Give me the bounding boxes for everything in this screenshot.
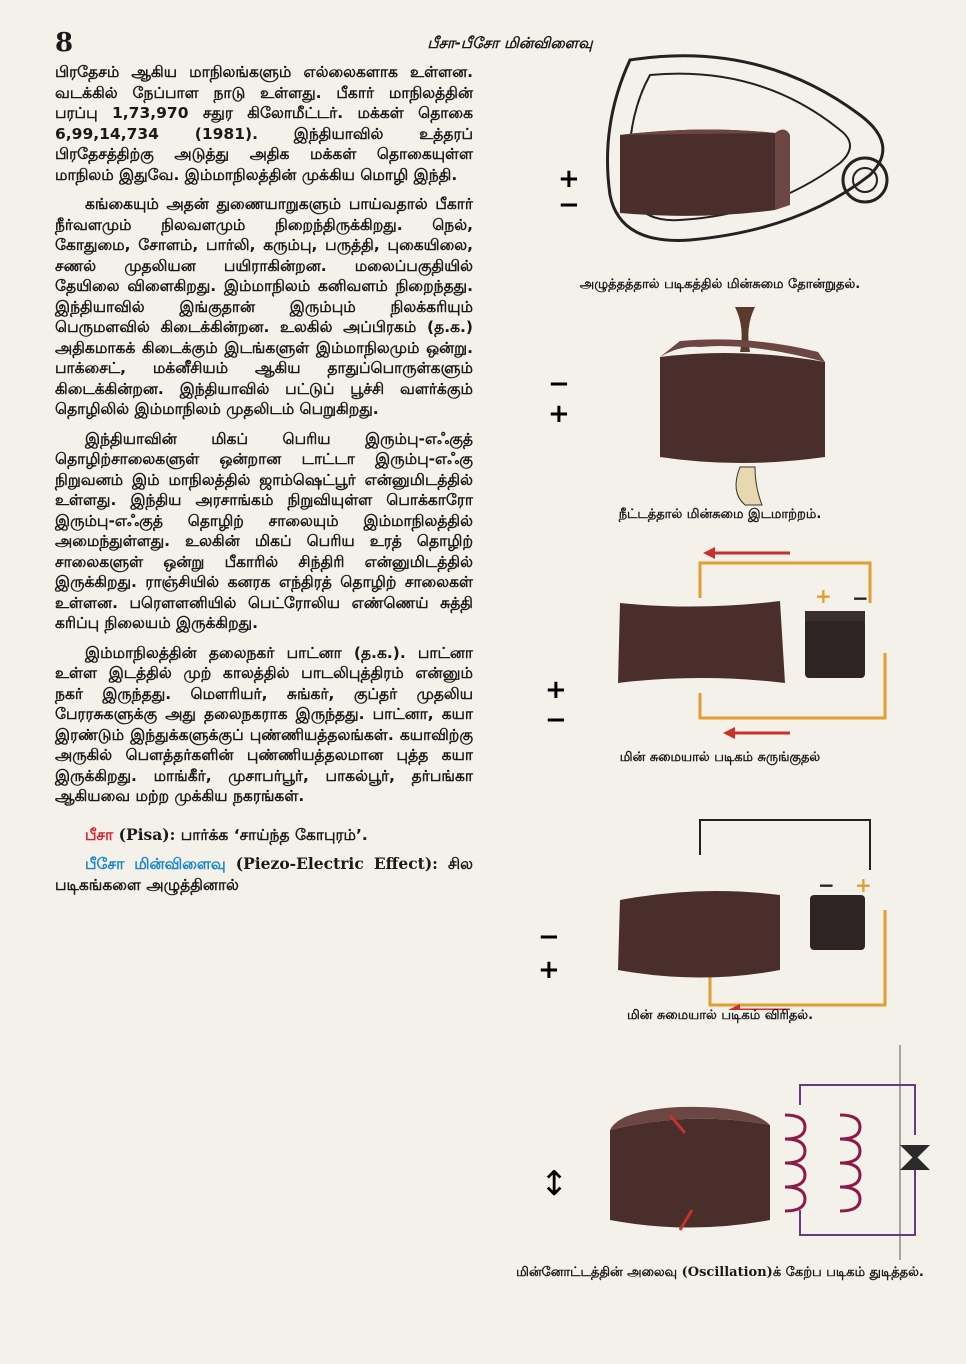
headword-piezo: பீசோ மின்விளைவு — [85, 855, 226, 873]
wire-top — [700, 563, 870, 603]
battery-sign-minus: − — [818, 873, 835, 897]
figure-contraction — [500, 543, 940, 743]
article-paragraph-3: இந்தியாவின் மிகப் பெரிய இரும்பு-எஃகுத் தொழிற்சாலைகளுள் ஒன்றான டாட்டா இரும்பு-எஃகு நிறுவனம் இம் மாநிலத்தில் ஜாம்ஷெட்பூர் என்னுமிடத்தில் உள்ளது. இந்திய அரசாங்கம் நிறுவியுள்ள பொக்காரோ இரும்பு-எஃகுத் தொழிற் சாலையும் இம்மாநிலத்தில் அமைந்துள்ளது. உலகின் மிகப் பெரிய உரத் தொழிற் சாலைகளுள் ஒன்று பீகாரில் சிந்திரி என்னுமிடத்தில் இருக்கிறது. ராஞ்சியில் கனரக எந்திரத் தொழிற் சாலைகள் உள்ளன. பரௌளனியில் பெட்ரோலிய எண்ணெய் சுத்தி கரிப்பு நிலையம் இருக்கிறது. — [55, 429, 473, 632]
sign-minus: − — [558, 190, 580, 220]
capacitor-bottom — [900, 1155, 930, 1170]
battery-sign-minus: − — [852, 586, 869, 610]
entry-text-pisa: பார்க்க ‘சாய்ந்த கோபுரம்’. — [180, 825, 368, 844]
figure-stretching — [500, 307, 940, 507]
arrow-head-top — [703, 547, 715, 559]
caption-oscillation — [500, 1265, 940, 1281]
caption-compression: அழுத்தத்தால் படிகத்தில் மின்சுமை தோன்றுதல். — [579, 277, 861, 292]
sign-minus: − — [545, 705, 567, 735]
crystal-block — [620, 129, 775, 215]
caption-oscillation-roman: (Oscillation) — [681, 1265, 773, 1280]
figure-column — [500, 45, 940, 1315]
bottom-grip — [736, 467, 762, 505]
sign-plus: + — [538, 955, 560, 985]
battery — [805, 618, 865, 678]
arrow-head-bottom — [723, 727, 735, 739]
entry-piezo — [55, 854, 473, 895]
battery — [810, 895, 865, 950]
wire-top — [700, 820, 870, 870]
figure-compression — [500, 45, 940, 260]
caption-stretching: நீட்டத்தால் மின்சுமை இடமாற்றம். — [618, 507, 822, 522]
entry-pisa — [55, 825, 473, 846]
battery-sign-plus: + — [815, 584, 832, 608]
article-paragraph-2: கங்கையும் அதன் துணையாறுகளும் பாய்வதால் பீகார் நீர்வளமும் நிலவளமும் நிறைந்திருக்கிறது. நெல், கோதுமை, சோளம், பார்லி, கரும்பு, பருத்தி, புகையிலை, சணல் முதலியன பயிராகின்றன. மலைப்பகுதியில் தேயிலை விளைகிறது. இம்மாநிலம் கனிவளம் நிறைந்தது. இந்தியாவில் இங்குதான் இரும்பும் நிலக்கரியும் பெருமளவில் கிடைக்கின்றன. உலகில் அப்பிரகம் (த.க.) அதிகமாகக் கிடைக்கும் இடங்களுள் இம்மாநிலமும் ஒன்று. பாக்சைட், மக்னீசியம் ஆகிய தாதுப்பொருள்களும் கிடைக்கின்றன. இந்தியாவில் பட்டுப் பூச்சி வளர்க்கும் தொழிலில் இம்மாநிலம் முதலிடம் பெறுகிறது. — [55, 195, 473, 418]
crystal-block — [618, 601, 785, 683]
sign-minus: − — [538, 922, 560, 952]
battery-top — [805, 611, 865, 621]
caption-contraction: மின் சுமையால் படிகம் சுருங்குதல் — [619, 750, 821, 765]
entry-text-piezo: சில படிகங்களை அழுத்தினால் — [55, 855, 473, 894]
headword-pisa: பீசா — [85, 825, 114, 844]
coil-right — [840, 1115, 860, 1211]
article-text-column — [55, 62, 473, 904]
caption-oscillation-part1: மின்னோட்டத்தின் அலைவு — [516, 1265, 678, 1280]
sign-minus: − — [548, 369, 570, 399]
crystal-block — [660, 353, 825, 463]
sign-plus: + — [548, 399, 570, 429]
caption-oscillation-part2: க் கேற்ப படிகம் துடித்தல். — [772, 1265, 924, 1280]
crystal-block — [618, 891, 780, 978]
caption-expansion: மின் சுமையால் படிகம் விரிதல். — [626, 1008, 814, 1023]
battery-sign-plus: + — [855, 873, 872, 897]
figure-expansion — [500, 800, 940, 1010]
oscillation-arrow-icon: ↕ — [540, 1164, 569, 1204]
gloss-piezo: (Piezo-Electric Effect): — [235, 854, 438, 873]
sign-plus: + — [558, 164, 580, 194]
circuit-top — [800, 1085, 915, 1135]
article-paragraph-4: இம்மாநிலத்தின் தலைநகர் பாட்னா (த.க.). பாட்னா உள்ள இடத்தில் முற் காலத்தில் பாடலிபுத்திரம் என்னும் நகர் இருந்தது. மௌரியர், சுங்கர், குப்தர் முதலிய பேரரசுகளுக்கு அது தலைநகராக இருந்தது. பாட்னா, கயா இரண்டும் இந்துக்களுக்குப் புண்ணியத்தலங்கள். கயாவிற்கு அருகில் பௌத்தர்களின் புண்ணியத்தலமான புத்த கயா இருக்கிறது. மாங்கீர், முசாபர்பூர், பாகல்பூர், தர்பங்கா ஆகியவை மற்ற முக்கிய நகரங்கள். — [55, 643, 473, 805]
sign-plus: + — [545, 675, 567, 705]
coil-left — [785, 1115, 805, 1211]
article-paragraph-1: பிரதேசம் ஆகிய மாநிலங்களும் எல்லைகளாக உள்ளன. வடக்கில் நேப்பாள நாடு உள்ளது. பீகார் மாநிலத்தின் பரப்பு 1,73,970 சதுர கிலோமீட்டர். மக்கள் தொகை 6,99,14,734 (1981). இந்தியாவில் உத்தரப் பிரதேசத்திற்கு அடுத்து அதிக மக்கள் தொகையுள்ள மாநிலம் இதுவே. இம்மாநிலத்தின் முக்கிய மொழி இந்தி. — [55, 63, 473, 184]
page-number: 8 — [55, 28, 74, 58]
figure-oscillation — [500, 1045, 940, 1260]
running-head: பீசா-பீசோ மின்விளைவு — [427, 34, 593, 52]
gloss-pisa: (Pisa): — [118, 824, 176, 844]
